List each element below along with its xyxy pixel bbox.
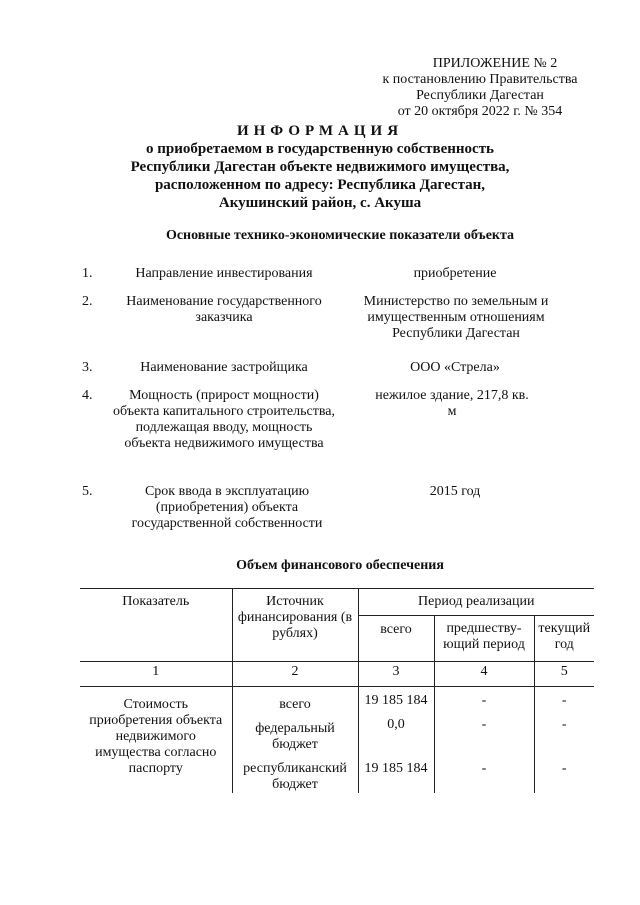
finance-data-row: [80, 687, 594, 794]
indicator-value: приобретение: [413, 266, 497, 281]
total-all: 19 185 184: [364, 693, 428, 708]
document-title: [0, 122, 640, 212]
header-source: Источник финансирования (в рублях): [232, 589, 358, 662]
indicator-label: Наименование государственного заказчика: [126, 294, 322, 325]
total-federal: 0,0: [387, 717, 405, 732]
title-line-2: Республики Дагестан объекте недвижимого имущества,: [130, 159, 510, 175]
indicator-number: 2.: [82, 294, 93, 309]
title-line-3: расположенном по адресу: Республика Дагестан,: [154, 177, 486, 193]
header-total: всего: [358, 616, 434, 662]
appendix-block: [370, 56, 590, 120]
indicator-value: нежилое здание, 217,8 кв. м: [375, 388, 529, 419]
indicator-value: ООО «Стрела»: [410, 360, 500, 375]
header-indicator: Показатель: [80, 589, 232, 662]
col-number: 3: [358, 662, 434, 687]
current-cell: [534, 687, 594, 794]
header-previous: предшеству-ющий период: [434, 616, 534, 662]
finance-heading: Объем финансового обеспечения: [236, 558, 444, 573]
total-republic: 19 185 184: [364, 761, 428, 776]
current-federal: -: [561, 717, 567, 732]
current-republic: -: [561, 761, 567, 776]
source-total: всего: [279, 697, 311, 712]
appendix-republic: Республики Дагестан: [416, 88, 544, 103]
indicator-number: 1.: [82, 266, 93, 281]
indicator-label: Срок ввода в эксплуатацию (приобретения) объекта государственной собственности: [131, 484, 323, 531]
indicator-number: 4.: [82, 388, 93, 403]
indicator-label: Направление инвестирования: [135, 266, 313, 281]
indicators-heading: Основные технико-экономические показатели объекта: [165, 228, 515, 243]
indicator-value: 2015 год: [429, 484, 481, 499]
previous-all: -: [481, 693, 487, 708]
indicator-number: 3.: [82, 360, 93, 375]
title-main: ИНФОРМАЦИЯ: [236, 123, 404, 139]
previous-cell: [434, 687, 534, 794]
header-period: Период реализации: [358, 589, 594, 616]
appendix-number: ПРИЛОЖЕНИЕ № 2: [432, 56, 558, 71]
col-number: 5: [534, 662, 594, 687]
row-label: Стоимость приобретения объекта недвижимого имущества согласно паспорту: [80, 687, 232, 794]
column-number-row: [80, 662, 594, 687]
indicator-value: Министерство по земельным и имущественным отношениям Республики Дагестан: [363, 294, 549, 341]
indicator-label: Наименование застройщика: [140, 360, 308, 375]
source-republic: республиканский бюджет: [243, 761, 347, 792]
previous-republic: -: [481, 761, 487, 776]
col-number: 4: [434, 662, 534, 687]
source-federal: федеральный бюджет: [255, 721, 335, 752]
total-cell: [358, 687, 434, 794]
appendix-date: от 20 октября 2022 г. № 354: [397, 104, 563, 119]
title-line-1: о приобретаемом в государственную собственность: [146, 141, 494, 157]
indicator-number: 5.: [82, 484, 93, 499]
source-cell: [232, 687, 358, 794]
indicator-label: Мощность (прирост мощности) объекта капитального строительства, подлежащая вводу, мощность объекта недвижимого имущества: [112, 388, 335, 451]
col-number: 2: [232, 662, 358, 687]
finance-header-row: [80, 589, 594, 616]
finance-table: [80, 588, 594, 793]
previous-federal: -: [481, 717, 487, 732]
header-current: текущий год: [534, 616, 594, 662]
current-all: -: [561, 693, 567, 708]
title-line-4: Акушинский район, с. Акуша: [218, 195, 422, 211]
col-number: 1: [80, 662, 232, 687]
appendix-resolution: к постановлению Правительства: [382, 72, 578, 87]
